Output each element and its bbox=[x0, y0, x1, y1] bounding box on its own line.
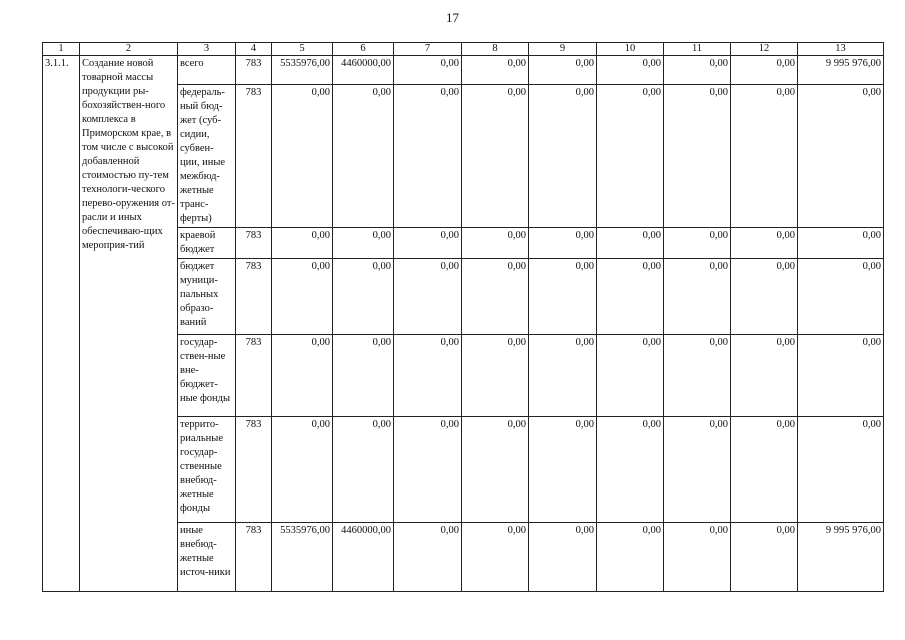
funding-source: всего bbox=[178, 56, 236, 85]
value-cell: 0,00 bbox=[394, 523, 462, 592]
value-cell: 0,00 bbox=[529, 85, 597, 228]
value-cell: 0,00 bbox=[394, 259, 462, 335]
value-cell: 9 995 976,00 bbox=[798, 56, 884, 85]
value-cell: 0,00 bbox=[462, 259, 529, 335]
value-cell: 0,00 bbox=[597, 56, 664, 85]
column-header: 6 bbox=[333, 43, 394, 56]
value-cell: 0,00 bbox=[462, 523, 529, 592]
value-cell: 0,00 bbox=[529, 259, 597, 335]
code-cell: 783 bbox=[236, 523, 272, 592]
column-header: 3 bbox=[178, 43, 236, 56]
value-cell: 0,00 bbox=[731, 523, 798, 592]
value-cell: 0,00 bbox=[731, 335, 798, 417]
value-cell: 0,00 bbox=[529, 228, 597, 259]
item-description: Создание новой товарной массы продукции ры-бохозяйствен-ного комплекса в Приморском крае, в том числе с высокой добавленной стоимостью пу-тем технологи-ческого перево-оружения от-расли и иных обеспечиваю-щих мероприя-тий bbox=[80, 56, 178, 592]
value-cell: 9 995 976,00 bbox=[798, 523, 884, 592]
column-header: 5 bbox=[272, 43, 333, 56]
value-cell: 0,00 bbox=[529, 335, 597, 417]
value-cell: 0,00 bbox=[529, 56, 597, 85]
column-header: 11 bbox=[664, 43, 731, 56]
value-cell: 0,00 bbox=[798, 85, 884, 228]
page-number: 17 bbox=[446, 10, 459, 25]
value-cell: 0,00 bbox=[333, 417, 394, 523]
value-cell: 0,00 bbox=[394, 228, 462, 259]
value-cell: 0,00 bbox=[272, 417, 333, 523]
value-cell: 4460000,00 bbox=[333, 56, 394, 85]
value-cell: 0,00 bbox=[731, 259, 798, 335]
value-cell: 0,00 bbox=[333, 228, 394, 259]
code-cell: 783 bbox=[236, 85, 272, 228]
value-cell: 0,00 bbox=[664, 259, 731, 335]
table-row bbox=[43, 56, 884, 85]
value-cell: 0,00 bbox=[731, 228, 798, 259]
funding-source: иные внебюд-жетные источ-ники bbox=[178, 523, 236, 592]
value-cell: 0,00 bbox=[462, 85, 529, 228]
value-cell: 4460000,00 bbox=[333, 523, 394, 592]
value-cell: 0,00 bbox=[664, 417, 731, 523]
funding-source: террито-риальные государ-ственные внебюд-жетные фонды bbox=[178, 417, 236, 523]
value-cell: 0,00 bbox=[394, 56, 462, 85]
column-header: 1 bbox=[43, 43, 80, 56]
item-number: 3.1.1. bbox=[43, 56, 80, 592]
value-cell: 0,00 bbox=[462, 417, 529, 523]
value-cell: 0,00 bbox=[731, 56, 798, 85]
value-cell: 0,00 bbox=[798, 417, 884, 523]
column-header: 2 bbox=[80, 43, 178, 56]
code-cell: 783 bbox=[236, 417, 272, 523]
value-cell: 5535976,00 bbox=[272, 523, 333, 592]
funding-source: государ-ствен-ные вне-бюджет-ные фонды bbox=[178, 335, 236, 417]
value-cell: 0,00 bbox=[597, 523, 664, 592]
value-cell: 0,00 bbox=[394, 85, 462, 228]
value-cell: 0,00 bbox=[333, 259, 394, 335]
value-cell: 0,00 bbox=[798, 228, 884, 259]
value-cell: 0,00 bbox=[664, 85, 731, 228]
value-cell: 0,00 bbox=[529, 523, 597, 592]
value-cell: 0,00 bbox=[272, 228, 333, 259]
column-header: 10 bbox=[597, 43, 664, 56]
value-cell: 0,00 bbox=[394, 335, 462, 417]
funding-source: бюджет муници-пальных образо-ваний bbox=[178, 259, 236, 335]
column-header: 7 bbox=[394, 43, 462, 56]
value-cell: 0,00 bbox=[664, 335, 731, 417]
column-header: 8 bbox=[462, 43, 529, 56]
value-cell: 0,00 bbox=[597, 417, 664, 523]
value-cell: 0,00 bbox=[597, 335, 664, 417]
funding-source: краевой бюджет bbox=[178, 228, 236, 259]
value-cell: 0,00 bbox=[272, 335, 333, 417]
code-cell: 783 bbox=[236, 228, 272, 259]
column-header: 9 bbox=[529, 43, 597, 56]
value-cell: 0,00 bbox=[597, 259, 664, 335]
value-cell: 0,00 bbox=[462, 228, 529, 259]
column-number-row bbox=[43, 43, 884, 56]
budget-table bbox=[42, 42, 884, 592]
value-cell: 0,00 bbox=[731, 85, 798, 228]
value-cell: 0,00 bbox=[664, 228, 731, 259]
value-cell: 0,00 bbox=[798, 259, 884, 335]
value-cell: 5535976,00 bbox=[272, 56, 333, 85]
value-cell: 0,00 bbox=[272, 259, 333, 335]
funding-source: федераль-ный бюд-жет (суб-сидии, субвен-ции, иные межбюд-жетные транс-ферты) bbox=[178, 85, 236, 228]
value-cell: 0,00 bbox=[529, 417, 597, 523]
column-header: 4 bbox=[236, 43, 272, 56]
value-cell: 0,00 bbox=[333, 85, 394, 228]
value-cell: 0,00 bbox=[462, 56, 529, 85]
value-cell: 0,00 bbox=[731, 417, 798, 523]
value-cell: 0,00 bbox=[664, 523, 731, 592]
value-cell: 0,00 bbox=[394, 417, 462, 523]
code-cell: 783 bbox=[236, 335, 272, 417]
value-cell: 0,00 bbox=[664, 56, 731, 85]
column-header: 12 bbox=[731, 43, 798, 56]
code-cell: 783 bbox=[236, 259, 272, 335]
value-cell: 0,00 bbox=[333, 335, 394, 417]
value-cell: 0,00 bbox=[597, 228, 664, 259]
code-cell: 783 bbox=[236, 56, 272, 85]
value-cell: 0,00 bbox=[798, 335, 884, 417]
value-cell: 0,00 bbox=[272, 85, 333, 228]
column-header: 13 bbox=[798, 43, 884, 56]
value-cell: 0,00 bbox=[462, 335, 529, 417]
value-cell: 0,00 bbox=[597, 85, 664, 228]
